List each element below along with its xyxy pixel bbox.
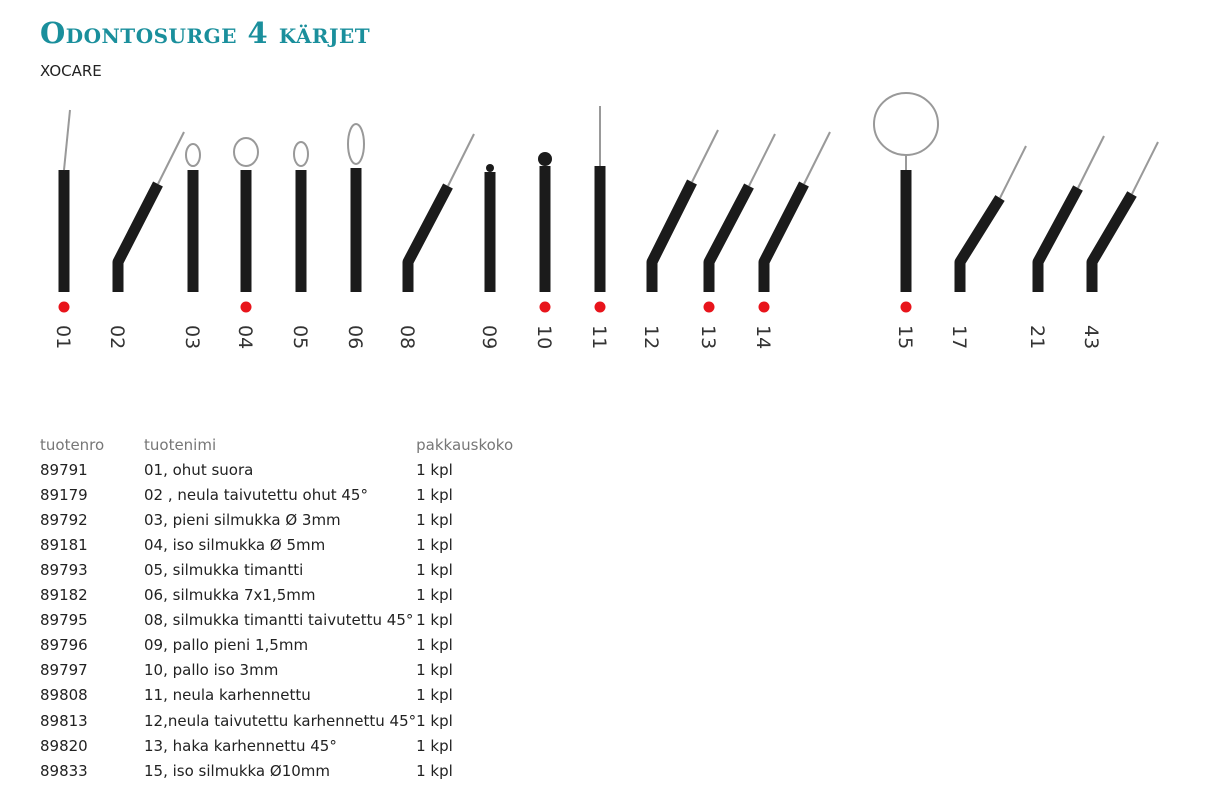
product-name-cell: 15, iso silmukka Ø10mm [144, 761, 331, 780]
tip-wire [1078, 136, 1104, 188]
electrode-tip-12 [640, 130, 718, 349]
electrode-tip-17 [948, 146, 1026, 349]
tip-loop [294, 142, 308, 166]
electrode-tip-14 [752, 132, 830, 349]
table-row [40, 683, 536, 708]
tip-handle [408, 186, 448, 292]
electrode-tip-02 [106, 132, 184, 349]
tip-handle [1038, 188, 1078, 292]
electrode-tip-04 [234, 138, 258, 349]
product-number-cell: 89793 [40, 561, 88, 580]
tip-number-label: 43 [1080, 325, 1102, 350]
electrode-tip-05 [289, 142, 311, 349]
tip-handle [764, 184, 804, 292]
product-number-cell: 89179 [40, 485, 88, 504]
package-size-cell: 1 kpl [416, 510, 453, 529]
product-number-cell: 89181 [40, 535, 88, 554]
electrode-tip-21 [1026, 136, 1104, 349]
product-number-cell: 89820 [40, 736, 88, 755]
electrode-tip-15 [874, 93, 938, 349]
red-marker-dot [595, 302, 606, 313]
tip-number-label: 13 [697, 325, 719, 350]
tip-number-label: 17 [948, 325, 970, 350]
tip-loop [186, 144, 200, 166]
table-row [40, 482, 536, 507]
table-row [40, 532, 536, 557]
package-size-cell: 1 kpl [416, 485, 453, 504]
table-row [40, 633, 536, 658]
red-marker-dot [241, 302, 252, 313]
electrode-tip-08 [396, 134, 474, 349]
product-number-cell: 89792 [40, 510, 88, 529]
package-size-cell: 1 kpl [416, 586, 453, 605]
tip-loop [348, 124, 364, 164]
tip-number-label: 21 [1026, 325, 1048, 350]
product-name-cell: 02 , neula taivutettu ohut 45° [144, 485, 368, 504]
product-table [40, 432, 536, 783]
tip-wire [448, 134, 474, 186]
column-header-package-size: pakkauskoko [416, 435, 514, 454]
electrode-tip-03 [181, 144, 203, 349]
product-name-cell: 05, silmukka timantti [144, 561, 304, 580]
package-size-cell: 1 kpl [416, 661, 453, 680]
product-name-cell: 12,neula taivutettu karhennettu 45° [144, 711, 417, 730]
product-name-cell: 04, iso silmukka Ø 5mm [144, 535, 326, 554]
tip-wire [1000, 146, 1026, 198]
tip-handle [652, 182, 692, 292]
product-number-cell: 89796 [40, 636, 88, 655]
tip-number-label: 14 [752, 325, 774, 350]
product-number-cell: 89182 [40, 586, 88, 605]
package-size-cell: 1 kpl [416, 686, 453, 705]
tip-number-label: 05 [289, 325, 311, 350]
product-number-cell: 89808 [40, 686, 88, 705]
product-number-cell: 89797 [40, 661, 88, 680]
table-row [40, 608, 536, 633]
tip-handle [1092, 194, 1132, 292]
product-name-cell: 10, pallo iso 3mm [144, 661, 279, 680]
tip-number-label: 04 [234, 325, 256, 350]
tip-handle [118, 184, 158, 292]
tip-loop [234, 138, 258, 166]
package-size-cell: 1 kpl [416, 736, 453, 755]
tip-number-label: 02 [106, 325, 128, 350]
table-row [40, 583, 536, 608]
product-name-cell: 06, silmukka 7x1,5mm [144, 586, 316, 605]
page-title: Odontosurge 4 kärjet [40, 16, 371, 50]
tip-wire [64, 110, 70, 170]
product-number-cell: 89833 [40, 761, 88, 780]
tip-wire [158, 132, 184, 184]
table-row [40, 507, 536, 532]
brand-name: XOCARE [40, 62, 102, 80]
red-marker-dot [759, 302, 770, 313]
tip-number-label: 15 [894, 325, 916, 350]
product-number-cell: 89795 [40, 611, 88, 630]
product-name-cell: 08, silmukka timantti taivutettu 45° [144, 611, 414, 630]
tip-number-label: 11 [588, 325, 610, 350]
tip-ball [538, 152, 552, 166]
tip-ball [486, 164, 494, 172]
table-row [40, 457, 536, 482]
electrode-tip-10 [533, 152, 555, 349]
red-marker-dot [540, 302, 551, 313]
tip-number-label: 01 [52, 325, 74, 350]
red-marker-dot [704, 302, 715, 313]
tip-wire [692, 130, 718, 182]
electrode-tip-43 [1080, 142, 1158, 349]
electrode-tip-13 [697, 134, 775, 349]
product-name-cell: 03, pieni silmukka Ø 3mm [144, 510, 341, 529]
red-marker-dot [901, 302, 912, 313]
table-row [40, 557, 536, 582]
package-size-cell: 1 kpl [416, 711, 453, 730]
tip-number-label: 06 [344, 325, 366, 350]
electrode-tip-06 [344, 124, 366, 349]
tip-handle [960, 198, 1000, 292]
tip-wire [1132, 142, 1158, 194]
product-name-cell: 13, haka karhennettu 45° [144, 736, 337, 755]
product-name-cell: 11, neula karhennettu [144, 686, 311, 705]
electrode-tip-11 [588, 106, 610, 349]
tip-number-label: 10 [533, 325, 555, 350]
tip-wire [804, 132, 830, 184]
red-marker-dot [59, 302, 70, 313]
package-size-cell: 1 kpl [416, 611, 453, 630]
table-header-row [40, 432, 536, 457]
tip-number-label: 03 [181, 325, 203, 350]
table-row [40, 733, 536, 758]
package-size-cell: 1 kpl [416, 761, 453, 780]
electrode-tips-illustration [0, 90, 1208, 360]
column-header-product-name: tuotenimi [144, 435, 217, 454]
column-header-product-number: tuotenro [40, 435, 105, 454]
tip-number-label: 09 [478, 325, 500, 350]
package-size-cell: 1 kpl [416, 561, 453, 580]
electrode-tip-01 [52, 110, 74, 349]
tip-wire [749, 134, 775, 186]
table-row [40, 708, 536, 733]
package-size-cell: 1 kpl [416, 460, 453, 479]
tip-number-label: 08 [396, 325, 418, 350]
tip-number-label: 12 [640, 325, 662, 350]
product-name-cell: 09, pallo pieni 1,5mm [144, 636, 309, 655]
package-size-cell: 1 kpl [416, 535, 453, 554]
tip-handle [709, 186, 749, 292]
product-number-cell: 89791 [40, 460, 88, 479]
table-row [40, 758, 536, 783]
table-row [40, 658, 536, 683]
electrode-tip-09 [478, 164, 500, 349]
package-size-cell: 1 kpl [416, 636, 453, 655]
product-name-cell: 01, ohut suora [144, 460, 254, 479]
tip-loop [874, 93, 938, 155]
product-number-cell: 89813 [40, 711, 88, 730]
